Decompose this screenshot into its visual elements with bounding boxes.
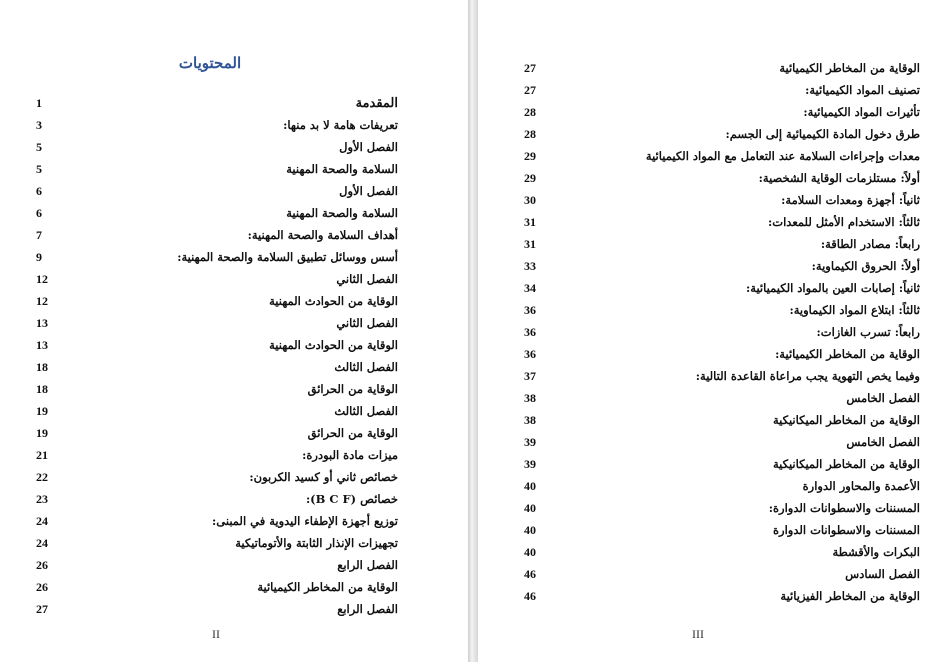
toc-entry-title: المسننات والاسطوانات الدوارة:: [768, 501, 920, 515]
toc-entry: [524, 145, 920, 167]
toc-entry-title: أسس ووسائل تطبيق السلامة والصحة المهنية:: [177, 250, 398, 264]
toc-entry-page-number: 21: [36, 447, 48, 462]
toc-entry-page-number: 5: [36, 161, 42, 176]
toc-entry-title: خصائص (B C F):: [305, 492, 398, 506]
toc-entry-page-number: 36: [524, 324, 536, 339]
toc-entry: [36, 422, 398, 444]
toc-entry-title: ميزات مادة البودرة:: [302, 448, 398, 462]
toc-entry-title: الفصل الأول: [339, 140, 398, 154]
toc-entry-page-number: 33: [524, 258, 536, 273]
toc-entry-page-number: 24: [36, 513, 48, 528]
toc-entry-title: خصائص ثاني أو كسيد الكربون:: [249, 470, 398, 484]
toc-entry-page-number: 23: [36, 491, 48, 506]
toc-entry-page-number: 3: [36, 117, 42, 132]
toc-entry-page-number: 37: [524, 368, 536, 383]
toc-entry: [36, 532, 398, 554]
toc-entry: [36, 356, 398, 378]
page-number: III: [692, 627, 704, 641]
toc-entry: [36, 268, 398, 290]
toc-entry: [524, 167, 920, 189]
toc-entry-title: تأثيرات المواد الكيميائية:: [803, 105, 920, 119]
toc-entry-page-number: 27: [524, 60, 536, 75]
toc-entry: [524, 453, 920, 475]
toc-entry-page-number: 6: [36, 205, 42, 220]
toc-entry-page-number: 19: [36, 403, 48, 418]
toc-entry: [524, 409, 920, 431]
toc-entry-page-number: 46: [524, 588, 536, 603]
toc-entry: [524, 519, 920, 541]
toc-entry-title: الوقاية من الحرائق: [307, 426, 398, 440]
toc-entry-page-number: 28: [524, 126, 536, 141]
toc-entry-title: وفيما يخص التهوية يجب مراعاة القاعدة التالية:: [695, 369, 920, 383]
toc-entry: [36, 202, 398, 224]
toc-entry-page-number: 31: [524, 236, 536, 251]
toc-entry: [524, 255, 920, 277]
toc-entry-page-number: 30: [524, 192, 536, 207]
toc-entry-title: الفصل الرابع: [337, 602, 398, 616]
toc-entry: [36, 246, 398, 268]
toc-entry-title: ثانياً: إصابات العين بالمواد الكيميائية:: [746, 281, 920, 295]
toc-entry-page-number: 13: [36, 315, 48, 330]
toc-entry: [524, 277, 920, 299]
toc-entry-page-number: 12: [36, 271, 48, 286]
toc-entry: [524, 585, 920, 607]
toc-entry-title: رابعاً: مصادر الطاقة:: [820, 237, 920, 251]
toc-entry-title: الفصل الثاني: [336, 316, 398, 330]
toc-entry: [36, 598, 398, 620]
toc-entry-title: الفصل الرابع: [337, 558, 398, 572]
toc-entry-page-number: 28: [524, 104, 536, 119]
toc-entry-page-number: 22: [36, 469, 48, 484]
toc-entry: [36, 92, 398, 114]
left-page: [0, 0, 468, 662]
toc-entry-page-number: 18: [36, 359, 48, 374]
toc-entry-page-number: 29: [524, 170, 536, 185]
toc-entry: [524, 211, 920, 233]
toc-entry-page-number: 5: [36, 139, 42, 154]
toc-entry: [36, 290, 398, 312]
toc-entry-title: الفصل الثالث: [334, 404, 398, 418]
toc-entry-title: الوقاية من المخاطر الفيزيائية: [780, 589, 920, 603]
toc-entry-title: الفصل الخامس: [846, 391, 920, 405]
toc-entry-title: أولاً: الحروق الكيماوية:: [811, 259, 920, 273]
toc-list-right: [524, 57, 920, 607]
right-page: [478, 0, 950, 662]
toc-entry: [524, 79, 920, 101]
toc-entry-title: المسننات والاسطوانات الدوارة: [773, 523, 920, 537]
toc-entry: [36, 488, 398, 510]
toc-entry-title: الفصل الثاني: [336, 272, 398, 286]
toc-entry-page-number: 24: [36, 535, 48, 550]
toc-entry: [524, 321, 920, 343]
toc-entry: [36, 136, 398, 158]
toc-entry-page-number: 13: [36, 337, 48, 352]
toc-entry-page-number: 12: [36, 293, 48, 308]
toc-entry: [524, 563, 920, 585]
toc-entry: [36, 466, 398, 488]
toc-entry: [524, 475, 920, 497]
toc-entry-page-number: 26: [36, 579, 48, 594]
toc-entry-title: تصنيف المواد الكيميائية:: [805, 83, 920, 97]
toc-entry-title: أولاً: مستلزمات الوقاية الشخصية:: [758, 171, 920, 185]
toc-entry-page-number: 40: [524, 478, 536, 493]
toc-entry-page-number: 40: [524, 544, 536, 559]
toc-entry-title: توزيع أجهزة الإطفاء اليدوية في المبنى:: [212, 514, 398, 528]
toc-entry-title: ثالثاً: ابتلاع المواد الكيماوية:: [789, 303, 920, 317]
toc-entry-page-number: 39: [524, 456, 536, 471]
toc-entry-page-number: 36: [524, 302, 536, 317]
toc-entry: [36, 378, 398, 400]
toc-entry: [524, 101, 920, 123]
toc-entry: [524, 541, 920, 563]
toc-entry: [524, 189, 920, 211]
toc-entry: [524, 387, 920, 409]
toc-entry-page-number: 40: [524, 500, 536, 515]
toc-entry-title: الوقاية من الحوادث المهنية: [269, 338, 398, 352]
toc-entry-title: السلامة والصحة المهنية: [286, 206, 398, 220]
toc-entry: [36, 180, 398, 202]
toc-entry-page-number: 40: [524, 522, 536, 537]
toc-entry-title: ثالثاً: الاستخدام الأمثل للمعدات:: [768, 215, 920, 229]
toc-entry-page-number: 26: [36, 557, 48, 572]
toc-entry-page-number: 38: [524, 390, 536, 405]
toc-entry: [524, 123, 920, 145]
toc-entry-title: الأعمدة والمحاور الدوارة: [802, 479, 920, 493]
toc-entry-page-number: 36: [524, 346, 536, 361]
toc-entry: [36, 510, 398, 532]
toc-entry-title: تعريفات هامة لا بد منها:: [283, 118, 398, 132]
toc-entry-title: الوقاية من الحرائق: [307, 382, 398, 396]
toc-entry: [524, 431, 920, 453]
toc-entry-page-number: 19: [36, 425, 48, 440]
page-number: II: [212, 627, 220, 641]
toc-entry-page-number: 6: [36, 183, 42, 198]
toc-entry-title: رابعاً: تسرب الغازات:: [816, 325, 920, 339]
toc-entry-page-number: 9: [36, 249, 42, 264]
toc-list-left: [36, 92, 398, 620]
toc-entry-title: البكرات والأقشطة: [832, 545, 920, 559]
toc-entry-title: أهداف السلامة والصحة المهنية:: [247, 228, 398, 242]
toc-entry-title: معدات وإجراءات السلامة عند التعامل مع المواد الكيميائية: [645, 149, 920, 163]
toc-entry-title: السلامة والصحة المهنية: [286, 162, 398, 176]
toc-entry: [36, 114, 398, 136]
toc-entry-title: تجهيزات الإنذار الثابتة والأتوماتيكية: [235, 536, 398, 550]
toc-entry-title: الوقاية من المخاطر الميكانيكية: [772, 413, 920, 427]
toc-entry-title: ثانياً: أجهزة ومعدات السلامة:: [781, 193, 920, 207]
toc-entry-page-number: 27: [36, 601, 48, 616]
toc-entry-page-number: 34: [524, 280, 536, 295]
toc-entry-title: طرق دخول المادة الكيميائية إلى الجسم:: [725, 127, 920, 141]
toc-entry: [36, 576, 398, 598]
toc-entry-page-number: 1: [36, 95, 42, 110]
book-gutter: [468, 0, 478, 662]
toc-entry: [36, 400, 398, 422]
toc-entry: [524, 299, 920, 321]
toc-entry-page-number: 27: [524, 82, 536, 97]
toc-entry-page-number: 46: [524, 566, 536, 581]
toc-entry: [36, 158, 398, 180]
toc-entry: [36, 224, 398, 246]
toc-entry: [524, 233, 920, 255]
toc-entry: [524, 343, 920, 365]
toc-entry-page-number: 7: [36, 227, 42, 242]
toc-entry-page-number: 29: [524, 148, 536, 163]
toc-entry-title: الوقاية من الحوادث المهنية: [269, 294, 398, 308]
toc-entry-page-number: 31: [524, 214, 536, 229]
toc-entry-title: الوقاية من المخاطر الميكانيكية: [772, 457, 920, 471]
toc-entry-page-number: 18: [36, 381, 48, 396]
toc-entry-title: المقدمة: [355, 95, 398, 111]
toc-entry: [36, 312, 398, 334]
toc-entry: [36, 444, 398, 466]
toc-entry-title: الوقاية من المخاطر الكيميائية: [779, 61, 920, 75]
toc-entry-page-number: 38: [524, 412, 536, 427]
toc-entry: [524, 497, 920, 519]
toc-entry-title: الفصل الأول: [339, 184, 398, 198]
toc-entry-title: الوقاية من المخاطر الكيميائية: [257, 580, 398, 594]
toc-entry-title: الفصل الثالث: [334, 360, 398, 374]
toc-entry-title: الفصل السادس: [845, 567, 920, 581]
toc-entry-title: الوقاية من المخاطر الكيميائية:: [775, 347, 920, 361]
toc-entry-title: الفصل الخامس: [846, 435, 920, 449]
toc-entry: [524, 57, 920, 79]
page-title: المحتويات: [178, 54, 242, 72]
toc-entry: [36, 334, 398, 356]
toc-entry: [36, 554, 398, 576]
toc-entry-page-number: 39: [524, 434, 536, 449]
toc-entry: [524, 365, 920, 387]
